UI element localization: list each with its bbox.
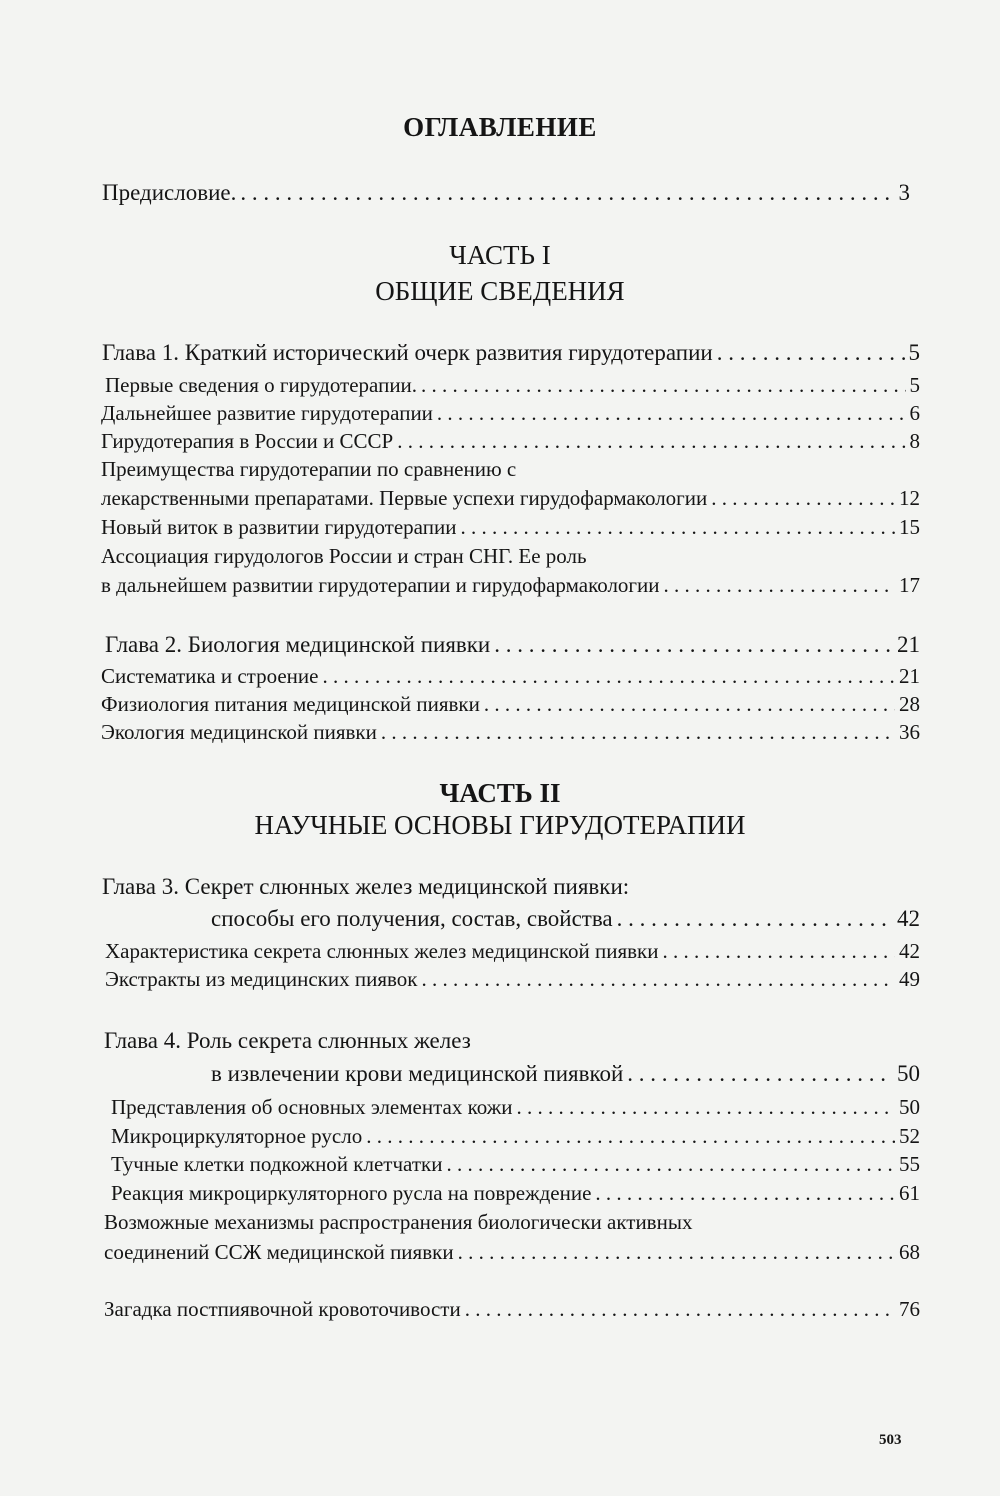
toc-entry-section-line1[interactable]: Ассоциация гирудологов России и стран СНГ. Ее роль bbox=[101, 544, 587, 568]
entry-page: 21 bbox=[897, 632, 920, 657]
toc-entry-section[interactable] bbox=[105, 967, 920, 992]
toc-entry-section[interactable] bbox=[101, 515, 920, 540]
entry-label: в извлечении крови медицинской пиявкой bbox=[211, 1061, 624, 1086]
leader-dots bbox=[617, 906, 893, 932]
toc-entry-section-line1[interactable]: Возможные механизмы распространения биологически активных bbox=[104, 1210, 693, 1234]
toc-entry-section[interactable] bbox=[111, 1095, 920, 1120]
entry-page: 21 bbox=[899, 664, 920, 688]
leader-dots bbox=[421, 373, 905, 398]
toc-entry-chapter3[interactable] bbox=[211, 906, 920, 932]
toc-entry-section-line1[interactable]: Преимущества гирудотерапии по сравнению с bbox=[101, 457, 517, 481]
leader-dots bbox=[717, 340, 905, 366]
toc-entry-section[interactable] bbox=[104, 1240, 920, 1265]
entry-label: Характеристика секрета слюнных желез медицинской пиявки bbox=[105, 939, 659, 963]
entry-label: Новый виток в развитии гирудотерапии bbox=[101, 515, 457, 539]
toc-entry-section[interactable] bbox=[111, 1181, 920, 1206]
entry-label: Систематика и строение bbox=[101, 664, 319, 688]
entry-page: 55 bbox=[899, 1152, 920, 1176]
entry-label: Глава 1. Краткий исторический очерк развития гирудотерапии bbox=[102, 340, 713, 365]
leader-dots bbox=[484, 692, 895, 717]
leader-dots bbox=[322, 664, 895, 689]
leader-dots bbox=[494, 632, 893, 658]
entry-page: 68 bbox=[899, 1240, 920, 1264]
leader-dots bbox=[240, 180, 894, 206]
page-number: 503 bbox=[879, 1432, 902, 1448]
toc-entry-section[interactable] bbox=[101, 401, 920, 426]
entry-page: 12 bbox=[899, 486, 920, 510]
entry-page: 50 bbox=[899, 1095, 920, 1119]
entry-label: Экология медицинской пиявки bbox=[101, 720, 377, 744]
part2-name: НАУЧНЫЕ ОСНОВЫ ГИРУДОТЕРАПИИ bbox=[254, 810, 746, 840]
entry-label: Глава 2. Биология медицинской пиявки bbox=[105, 632, 491, 657]
leader-dots bbox=[437, 401, 906, 426]
part1-name: ОБЩИЕ СВЕДЕНИЯ bbox=[375, 276, 625, 306]
toc-entry-section[interactable] bbox=[101, 720, 920, 745]
leader-dots bbox=[458, 1240, 895, 1265]
entry-page: 3 bbox=[898, 180, 910, 205]
toc-entry-section[interactable] bbox=[101, 692, 920, 717]
toc-entry-section[interactable] bbox=[101, 429, 920, 454]
entry-label: лекарственными препаратами. Первые успехи гирудофармакологии bbox=[101, 486, 708, 510]
entry-page: 36 bbox=[899, 720, 920, 744]
leader-dots bbox=[595, 1181, 895, 1206]
toc-entry-riddle[interactable] bbox=[104, 1297, 920, 1322]
toc-entry-section[interactable] bbox=[105, 939, 920, 964]
toc-entry-section[interactable] bbox=[111, 1152, 920, 1177]
entry-page: 76 bbox=[899, 1297, 920, 1321]
leader-dots bbox=[397, 429, 905, 454]
entry-page: 5 bbox=[909, 373, 920, 397]
toc-entry-section[interactable] bbox=[111, 1124, 920, 1149]
toc-entry-chapter2[interactable] bbox=[105, 632, 920, 658]
entry-page: 17 bbox=[899, 573, 920, 597]
leader-dots bbox=[664, 573, 895, 598]
entry-page: 61 bbox=[899, 1181, 920, 1205]
entry-page: 49 bbox=[899, 967, 920, 991]
entry-page: 15 bbox=[899, 515, 920, 539]
entry-page: 42 bbox=[897, 906, 920, 931]
toc-entry-chapter3-line1[interactable]: Глава 3. Секрет слюнных желез медицинской пиявки: bbox=[102, 874, 630, 899]
entry-page: 42 bbox=[899, 939, 920, 963]
entry-label: Загадка постпиявочной кровоточивости bbox=[104, 1297, 461, 1321]
entry-label: Предисловие. bbox=[102, 180, 237, 205]
entry-label: в дальнейшем развитии гирудотерапии и гирудофармакологии bbox=[101, 573, 660, 597]
entry-page: 50 bbox=[897, 1061, 920, 1086]
toc-title: ОГЛАВЛЕНИЕ bbox=[403, 112, 597, 142]
toc-entry-chapter4[interactable] bbox=[211, 1061, 920, 1087]
toc-entry-preface[interactable] bbox=[102, 180, 910, 206]
toc-entry-chapter1[interactable] bbox=[102, 340, 920, 366]
leader-dots bbox=[516, 1095, 895, 1120]
leader-dots bbox=[662, 939, 895, 964]
toc-entry-section[interactable] bbox=[101, 573, 920, 598]
entry-label: Физиология питания медицинской пиявки bbox=[101, 692, 480, 716]
leader-dots bbox=[446, 1152, 895, 1177]
leader-dots bbox=[627, 1061, 893, 1087]
entry-label: Дальнейшее развитие гирудотерапии bbox=[101, 401, 433, 425]
entry-label: способы его получения, состав, свойства bbox=[211, 906, 613, 931]
entry-page: 6 bbox=[909, 401, 920, 425]
entry-label: Тучные клетки подкожной клетчатки bbox=[111, 1152, 443, 1176]
entry-label: Реакция микроциркуляторного русла на повреждение bbox=[111, 1181, 592, 1205]
entry-label: Гирудотерапия в России и СССР bbox=[101, 429, 394, 453]
entry-page: 5 bbox=[908, 340, 920, 365]
toc-entry-section[interactable] bbox=[105, 373, 920, 398]
leader-dots bbox=[421, 967, 895, 992]
entry-label: соединений ССЖ медицинской пиявки bbox=[104, 1240, 454, 1264]
entry-page: 28 bbox=[899, 692, 920, 716]
entry-label: Представления об основных элементах кожи bbox=[111, 1095, 513, 1119]
entry-label: Первые сведения о гирудотерапии. bbox=[105, 373, 418, 397]
part2-number: ЧАСТЬ II bbox=[439, 778, 561, 808]
toc-entry-section[interactable] bbox=[101, 486, 920, 511]
entry-page: 8 bbox=[909, 429, 920, 453]
toc-entry-section[interactable] bbox=[101, 664, 920, 689]
entry-label: Микроциркуляторное русло bbox=[111, 1124, 363, 1148]
leader-dots bbox=[460, 515, 895, 540]
leader-dots bbox=[711, 486, 895, 511]
entry-label: Экстракты из медицинских пиявок bbox=[105, 967, 418, 991]
leader-dots bbox=[381, 720, 895, 745]
leader-dots bbox=[366, 1124, 895, 1149]
part1-number: ЧАСТЬ I bbox=[449, 240, 551, 270]
leader-dots bbox=[465, 1297, 895, 1322]
entry-page: 52 bbox=[899, 1124, 920, 1148]
toc-entry-chapter4-line1[interactable]: Глава 4. Роль секрета слюнных желез bbox=[104, 1028, 471, 1053]
